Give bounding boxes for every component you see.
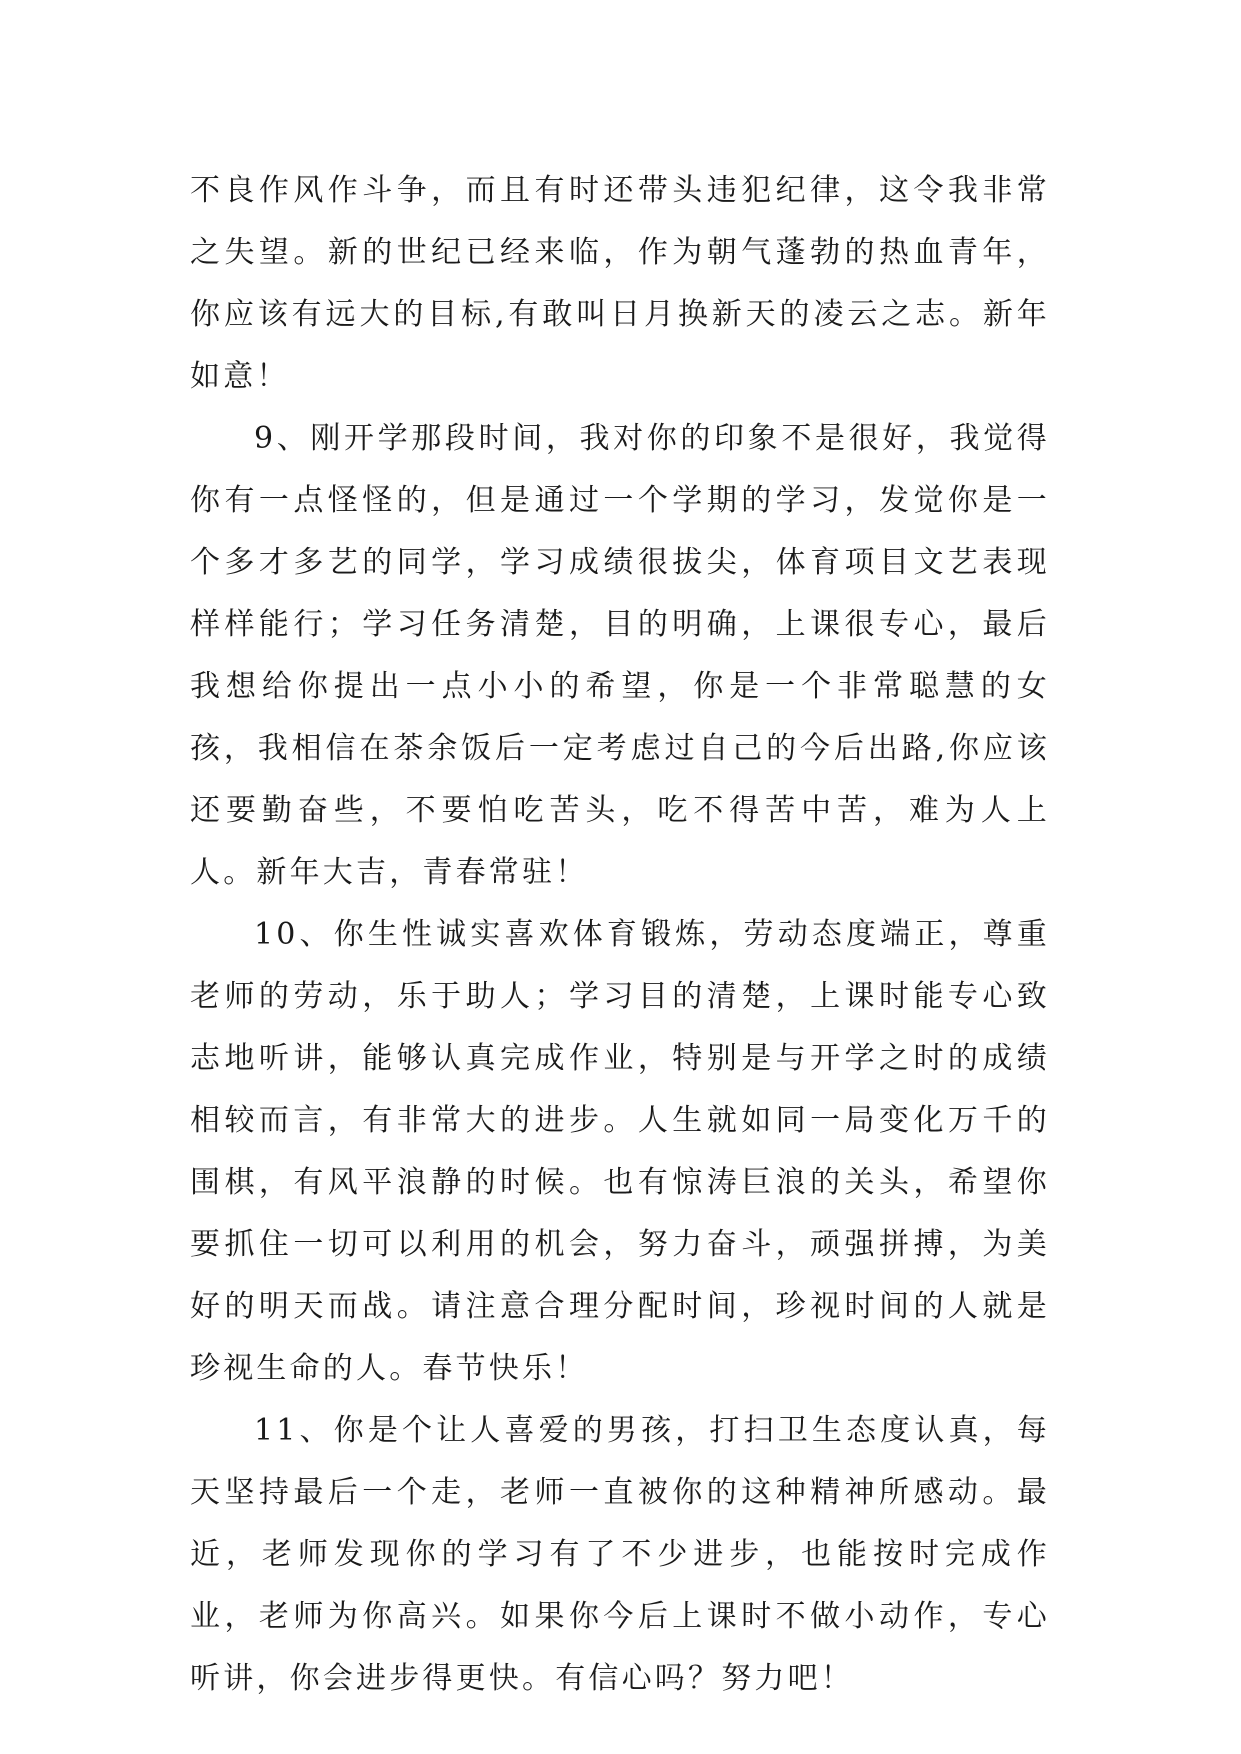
paragraph-comment-11: 11、你是个让人喜爱的男孩，打扫卫生态度认真，每天坚持最后一个走，老师一直被你的这种精神所感动。最近，老师发现你的学习有了不少进步，也能按时完成作业，老师为你高兴。如果你今后上课时不做小动作，专心听讲，你会进步得更快。有信心吗？努力吧！ [190, 1413, 1050, 1696]
paragraph-comment-10: 10、你生性诚实喜欢体育锻炼，劳动态度端正，尊重老师的劳动，乐于助人；学习目的清楚，上课时能专心致志地听讲，能够认真完成作业，特别是与开学之时的成绩相较而言，有非常大的进步。人生就如同一局变化万千的围棋，有风平浪静的时候。也有惊涛巨浪的关头，希望你要抓住一切可以利用的机会，努力奋斗，顽强拼搏，为美好的明天而战。请注意合理分配时间，珍视时间的人就是珍视生命的人。春节快乐！ [190, 917, 1050, 1386]
paragraph-comment-9: 9、刚开学那段时间，我对你的印象不是很好，我觉得你有一点怪怪的，但是通过一个学期的学习，发觉你是一个多才多艺的同学，学习成绩很拔尖，体育项目文艺表现样样能行；学习任务清楚，目的明确，上课很专心，最后我想给你提出一点小小的希望，你是一个非常聪慧的女孩，我相信在茶余饭后一定考虑过自己的今后出路,你应该还要勤奋些，不要怕吃苦头，吃不得苦中苦，难为人上人。新年大吉，青春常驻！ [190, 421, 1050, 890]
document-body [190, 160, 1050, 1710]
paragraph-continuation: 不良作风作斗争，而且有时还带头违犯纪律，这令我非常之失望。新的世纪已经来临，作为朝气蓬勃的热血青年，你应该有远大的目标,有敢叫日月换新天的凌云之志。新年如意！ [190, 173, 1050, 394]
